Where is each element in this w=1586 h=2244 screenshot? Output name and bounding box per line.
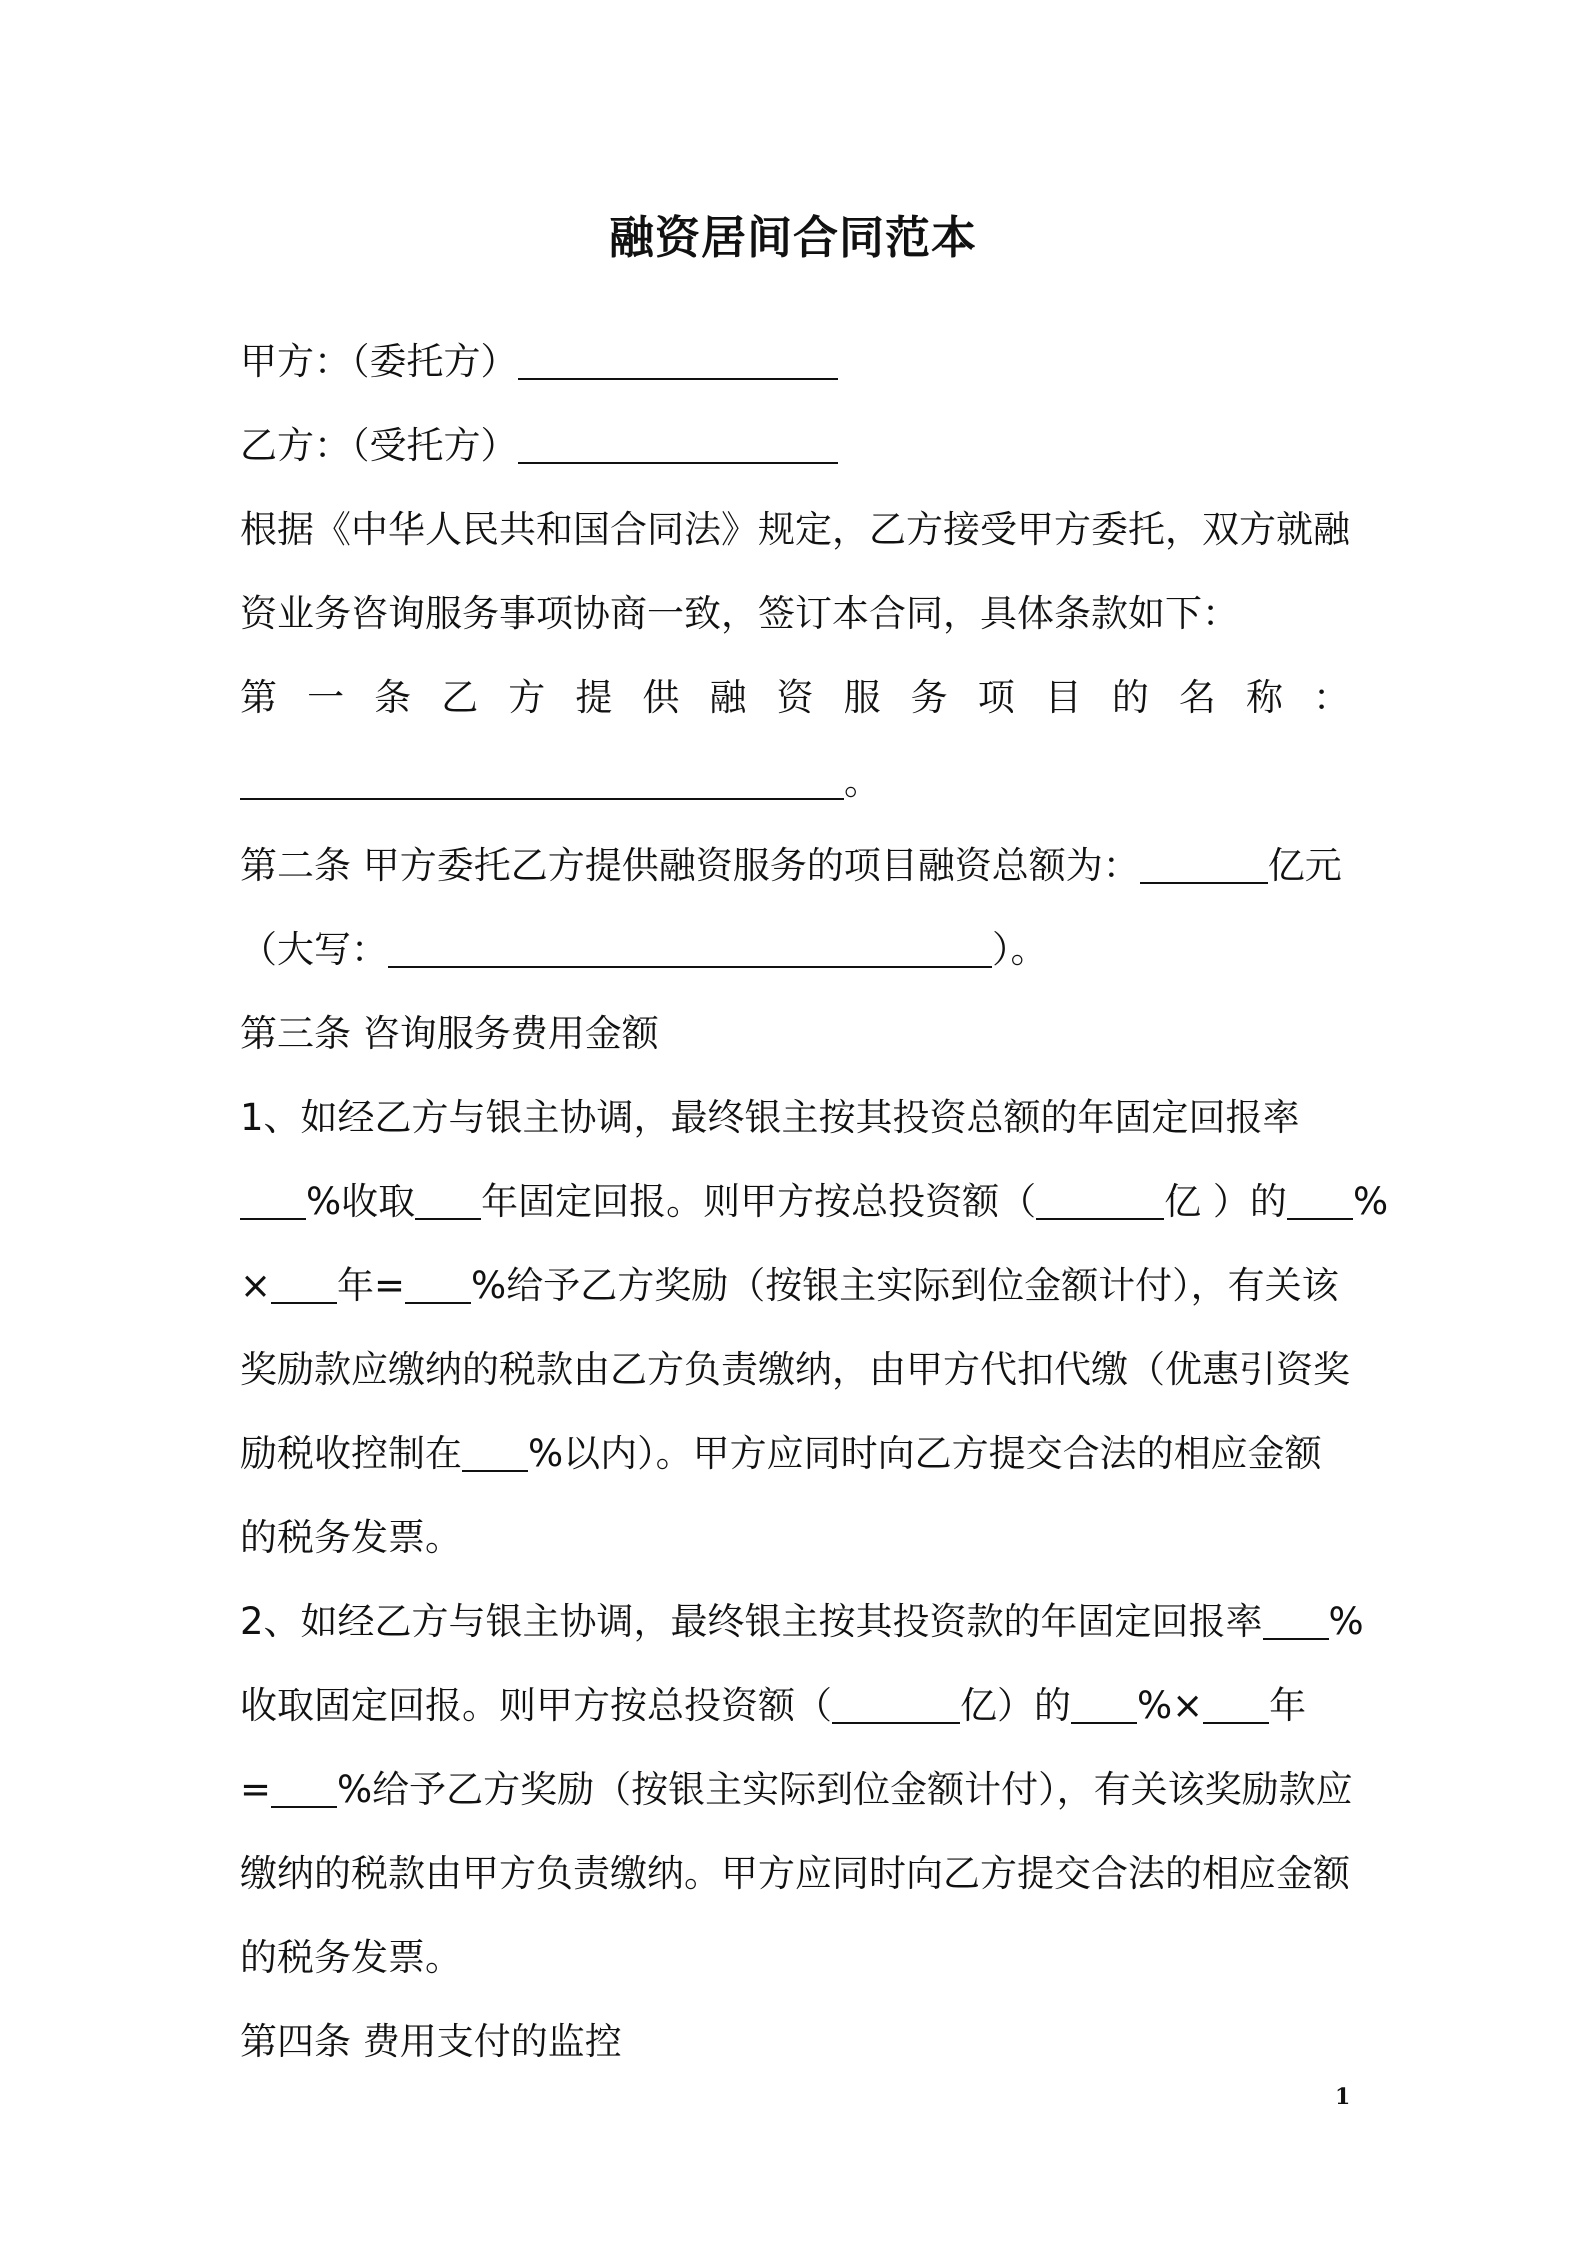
art1-char: 称 <box>1245 676 1283 719</box>
investment-blank <box>832 1682 960 1724</box>
clause-1-line-5 <box>240 1426 1380 1482</box>
article-1-blank-line <box>240 754 1380 810</box>
clause-2-line-1 <box>240 1594 1380 1650</box>
clause-2-line-3 <box>240 1762 1380 1818</box>
clause-2-line-2 <box>240 1678 1380 1734</box>
party-b-line <box>240 418 1380 474</box>
art1-char: 服 <box>843 676 881 719</box>
art1-char: ： <box>1313 676 1350 719</box>
years-blank <box>415 1178 481 1220</box>
rate-blank <box>240 1178 306 1220</box>
clause-1-line-2 <box>240 1174 1389 1230</box>
art1-char: 名 <box>1178 676 1216 719</box>
clause-2-text: 2、如经乙方与银主协调，最终银主按其投资款的年固定回报率 <box>240 1600 1263 1643</box>
party-b-blank <box>518 422 838 464</box>
article-1-end: 。 <box>844 760 881 803</box>
art1-char: 一 <box>307 676 345 719</box>
clause-1-text: % <box>1352 1180 1389 1223</box>
tax-percent-blank <box>462 1430 528 1472</box>
clause-2-text: 亿）的 <box>960 1684 1071 1727</box>
art1-char: 提 <box>575 676 613 719</box>
clause-2-line-4: 缴纳的税款由甲方负责缴纳。甲方应同时向乙方提交合法的相应金额 <box>240 1852 1350 1895</box>
capital-amount-blank <box>388 926 992 968</box>
art1-char: 务 <box>910 676 948 719</box>
financing-total-blank <box>1140 842 1268 884</box>
party-b-label: 乙方：（受托方） <box>240 424 518 467</box>
art1-char: 供 <box>642 676 680 719</box>
clause-1-text: 年固定回报。则甲方按总投资额（ <box>481 1180 1037 1223</box>
article-2-text: 第二条 甲方委托乙方提供融资服务的项目融资总额为： <box>240 844 1140 887</box>
clause-2-text: %× <box>1137 1684 1204 1727</box>
party-a-label: 甲方：（委托方） <box>240 340 518 383</box>
article-4-heading: 第四条 费用支付的监控 <box>240 2020 622 2063</box>
rate-blank <box>1263 1598 1329 1640</box>
clause-1-text: 励税收控制在 <box>240 1432 462 1475</box>
art1-char: 目 <box>1044 676 1082 719</box>
clause-1-text: %以内）。甲方应同时向乙方提交合法的相应金额 <box>528 1432 1322 1475</box>
art1-char: 融 <box>709 676 747 719</box>
party-a-blank <box>518 338 838 380</box>
article-2-line-2 <box>240 922 1380 978</box>
art1-char: 项 <box>977 676 1015 719</box>
clause-1-line-1: 1、如经乙方与银主协调，最终银主按其投资总额的年固定回报率 <box>240 1096 1300 1139</box>
clause-2-text: 年 <box>1269 1684 1307 1727</box>
article-3-heading: 第三条 咨询服务费用金额 <box>240 1012 659 1055</box>
clause-1-text: × <box>240 1264 272 1307</box>
clause-2-text: % <box>1328 1600 1364 1643</box>
art1-char: 第 <box>240 676 277 719</box>
investment-blank <box>1036 1178 1164 1220</box>
clause-1-text: %给予乙方奖励（按银主实际到位金额计付），有关该 <box>471 1264 1339 1307</box>
article-1-blank <box>240 758 844 800</box>
party-a-line <box>240 334 1380 390</box>
clause-1-text: %收取 <box>306 1180 416 1223</box>
percent-blank <box>1287 1178 1353 1220</box>
art1-char: 条 <box>374 676 412 719</box>
intro-line-2: 资业务咨询服务事项协商一致，签订本合同，具体条款如下： <box>240 592 1239 635</box>
percent-blank <box>1071 1682 1137 1724</box>
clause-1-line-3 <box>240 1258 1380 1314</box>
percent-blank <box>271 1766 337 1808</box>
article-1-heading <box>240 670 1350 726</box>
art1-char: 方 <box>508 676 546 719</box>
art1-char: 乙 <box>441 676 479 719</box>
intro-line-1: 根据《中华人民共和国合同法》规定，乙方接受甲方委托，双方就融 <box>240 508 1350 551</box>
clause-1-line-4: 奖励款应缴纳的税款由乙方负责缴纳，由甲方代扣代缴（优惠引资奖 <box>240 1348 1350 1391</box>
clause-2-text: = <box>240 1768 272 1811</box>
clause-2-line-5: 的税务发票。 <box>240 1936 462 1979</box>
years-blank <box>271 1262 337 1304</box>
clause-2-text: %给予乙方奖励（按银主实际到位金额计付），有关该奖励款应 <box>337 1768 1353 1811</box>
clause-2-text: 收取固定回报。则甲方按总投资额（ <box>240 1684 832 1727</box>
article-2-capital-label: （大写： <box>240 928 388 971</box>
art1-char: 资 <box>776 676 814 719</box>
page-number: 1 <box>1335 2084 1351 2110</box>
years-blank <box>1203 1682 1269 1724</box>
article-2-line-1 <box>240 838 1380 894</box>
percent-blank <box>405 1262 471 1304</box>
article-2-unit: 亿元 <box>1267 844 1342 887</box>
clause-1-text: 年= <box>337 1264 406 1307</box>
clause-1-line-6: 的税务发票。 <box>240 1516 462 1559</box>
art1-char: 的 <box>1111 676 1149 719</box>
document-title: 融资居间合同范本 <box>608 211 977 264</box>
clause-1-text: 亿 ）的 <box>1164 1180 1287 1223</box>
article-2-close: ）。 <box>992 928 1048 971</box>
